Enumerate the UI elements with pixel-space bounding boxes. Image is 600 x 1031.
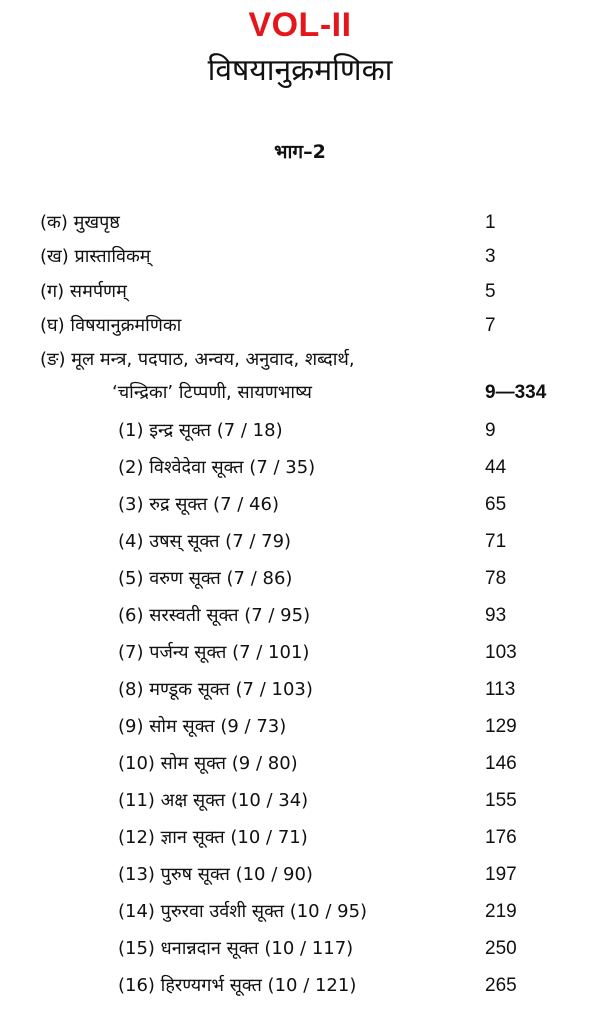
- toc-entry-page: 5: [485, 281, 496, 302]
- sukta-page: 71: [485, 531, 507, 552]
- sukta-page: 219: [485, 901, 517, 922]
- sukta-label: (13) पुरुष सूक्त (10 / 90): [118, 864, 313, 885]
- sukta-label: (6) सरस्वती सूक्त (7 / 95): [118, 605, 311, 626]
- sukta-label: (5) वरुण सूक्त (7 / 86): [118, 568, 293, 589]
- toc-entry-label: (ख) प्रास्ताविकम्: [40, 246, 151, 267]
- sukta-page: 129: [485, 716, 517, 737]
- sukta-label: (12) ज्ञान सूक्त (10 / 71): [118, 827, 308, 848]
- sukta-page: 103: [485, 642, 517, 663]
- sukta-label: (14) पुरुरवा उर्वशी सूक्त (10 / 95): [118, 901, 368, 922]
- sukta-page: 93: [485, 605, 507, 626]
- sukta-page: 155: [485, 790, 517, 811]
- sukta-page: 197: [485, 864, 517, 885]
- toc-entry-label: (ङ) मूल मन्त्र, पदपाठ, अन्वय, अनुवाद, शब्दार्थ,: [40, 349, 355, 370]
- sukta-label: (3) रुद्र सूक्त (7 / 46): [118, 494, 279, 515]
- section-heading: भाग–2: [274, 141, 326, 163]
- sukta-label: (2) विश्वेदेवा सूक्त (7 / 35): [118, 457, 316, 478]
- sukta-page: 113: [485, 679, 516, 700]
- sukta-label: (7) पर्जन्य सूक्त (7 / 101): [118, 642, 310, 663]
- sukta-page: 78: [485, 568, 507, 589]
- sukta-page: 146: [485, 753, 517, 774]
- sukta-label: (16) हिरण्यगर्भ सूक्त (10 / 121): [118, 975, 357, 996]
- toc-entry-label: ‘चन्द्रिका’ टिप्पणी, सायणभाष्य: [112, 382, 312, 403]
- sukta-label: (15) धनान्नदान सूक्त (10 / 117): [118, 938, 354, 959]
- toc-entry-page-range: 9—334: [485, 382, 547, 403]
- toc-entry-label: (घ) विषयानुक्रमणिका: [40, 315, 182, 336]
- sukta-page: 250: [485, 938, 517, 959]
- toc-entry-page: 3: [485, 246, 496, 267]
- sukta-page: 176: [485, 827, 517, 848]
- sukta-page: 265: [485, 975, 517, 996]
- page-title: विषयानुक्रमणिका: [207, 53, 393, 88]
- sukta-page: 44: [485, 457, 507, 478]
- sukta-label: (4) उषस् सूक्त (7 / 79): [118, 531, 292, 552]
- sukta-label: (9) सोम सूक्त (9 / 73): [118, 716, 287, 737]
- toc-entry-label: (क) मुखपृष्ठ: [40, 212, 120, 233]
- sukta-label: (11) अक्ष सूक्त (10 / 34): [118, 790, 309, 811]
- toc-entry-page: 7: [485, 315, 496, 336]
- sukta-label: (10) सोम सूक्त (9 / 80): [118, 753, 298, 774]
- sukta-page: 65: [485, 494, 507, 515]
- toc-entry-label: (ग) समर्पणम्: [40, 281, 127, 302]
- sukta-label: (1) इन्द्र सूक्त (7 / 18): [118, 420, 283, 441]
- sukta-page: 9: [485, 420, 496, 441]
- volume-heading: VOL-II: [248, 6, 352, 44]
- sukta-label: (8) मण्डूक सूक्त (7 / 103): [118, 679, 313, 700]
- toc-entry-page: 1: [485, 212, 496, 233]
